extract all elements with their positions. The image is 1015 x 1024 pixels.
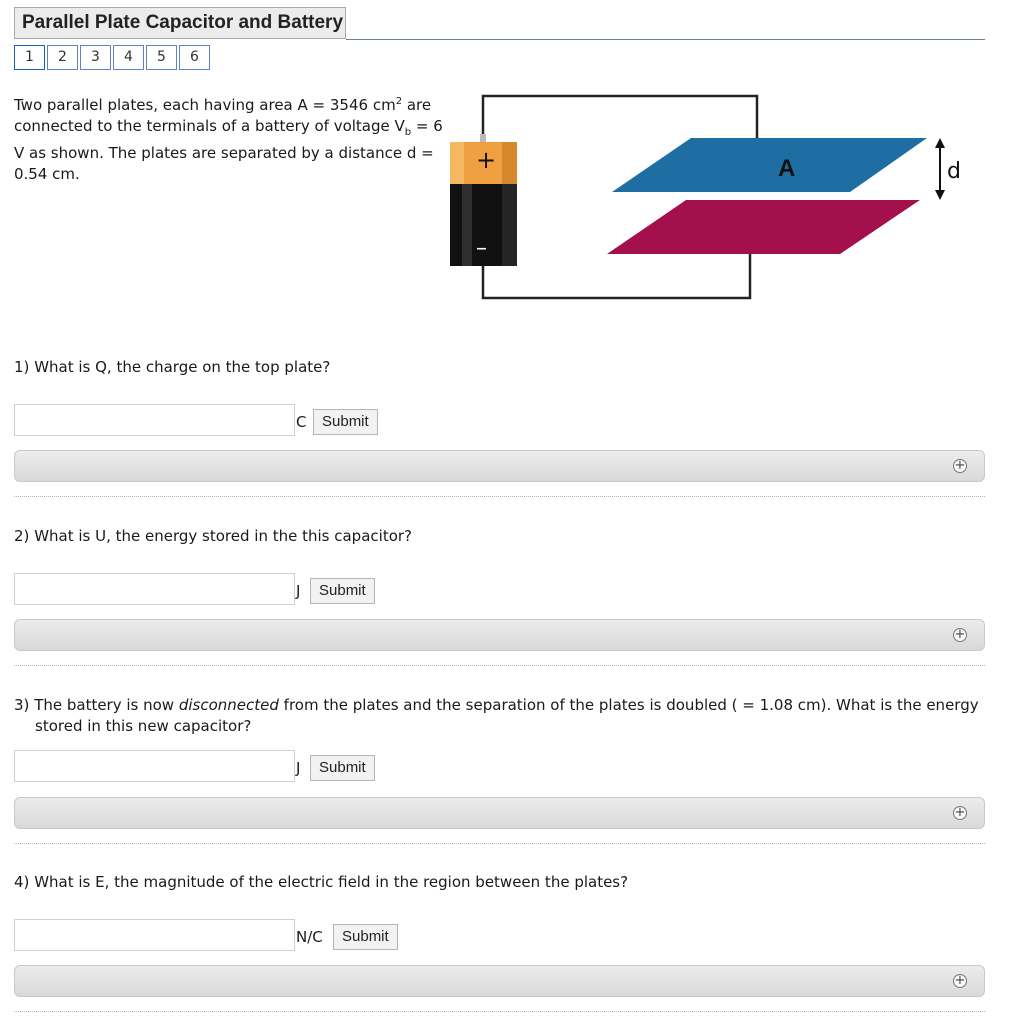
question-text: What is Q, the charge on the top plate? xyxy=(34,358,331,376)
area-value: 3546 xyxy=(329,96,369,114)
hint-bar-1[interactable] xyxy=(14,450,985,482)
separation-label: d xyxy=(947,159,961,184)
answer-input-4[interactable] xyxy=(14,919,295,951)
plus-icon[interactable]: + xyxy=(954,973,966,988)
battery-icon xyxy=(450,134,517,266)
question-1 xyxy=(14,357,330,378)
tab-4[interactable]: 4 xyxy=(113,45,144,70)
answer-input-1[interactable] xyxy=(14,404,295,436)
submit-button-1[interactable]: Submit xyxy=(313,409,378,435)
divider-2 xyxy=(14,665,985,666)
question-text: What is U, the energy stored in the this capacitor? xyxy=(34,527,412,545)
question-number: 4) xyxy=(14,873,30,891)
hint-bar-2[interactable] xyxy=(14,619,985,651)
divider-1 xyxy=(14,496,985,497)
plus-icon[interactable]: + xyxy=(954,458,966,473)
separation-arrow xyxy=(935,138,945,200)
plus-icon[interactable]: + xyxy=(954,805,966,820)
answer-input-2[interactable] xyxy=(14,573,295,605)
battery-minus-label: – xyxy=(476,236,487,261)
bottom-plate xyxy=(607,200,920,254)
tab-1[interactable]: 1 xyxy=(14,45,45,70)
question-number: 1) xyxy=(14,358,30,376)
submit-button-4[interactable]: Submit xyxy=(333,924,398,950)
question-text: The battery is now xyxy=(34,696,179,714)
submit-button-2[interactable]: Submit xyxy=(310,578,375,604)
top-plate xyxy=(612,138,927,192)
tab-3[interactable]: 3 xyxy=(80,45,111,70)
divider-3 xyxy=(14,843,985,844)
question-3 xyxy=(14,695,979,737)
battery-plus-label: + xyxy=(476,146,497,174)
unit-label-2: J xyxy=(296,582,301,600)
voltage-value: 6 xyxy=(433,117,443,135)
title-divider xyxy=(346,39,985,40)
question-text: from the plates and the separation of the plates is doubled ( = 1.08 cm). What is the energy stored in this new capacitor? xyxy=(35,696,979,735)
answer-input-3[interactable] xyxy=(14,750,295,782)
part-tabs xyxy=(14,45,212,70)
hint-bar-3[interactable] xyxy=(14,797,985,829)
page-title: Parallel Plate Capacitor and Battery xyxy=(14,7,346,39)
question-4 xyxy=(14,872,628,893)
unit-label-3: J xyxy=(296,759,301,777)
question-text: What is E, the magnitude of the electric field in the region between the plates? xyxy=(34,873,629,891)
problem-statement: Two parallel plates, each having area A = 3546 $cm^2$ are connected to the terminals of a battery of voltage $V_b = 6$ V as shown. The plates are separated by a distance d = 0.54 cm. xyxy=(14,96,443,183)
tab-5[interactable]: 5 xyxy=(146,45,177,70)
unit-label-4: N/C xyxy=(296,928,323,946)
unit-label-1: C xyxy=(296,413,307,431)
question-2 xyxy=(14,526,412,547)
tab-6[interactable]: 6 xyxy=(179,45,210,70)
tab-2[interactable]: 2 xyxy=(47,45,78,70)
distance-value: 0.54 xyxy=(14,165,48,183)
capacitor-diagram xyxy=(440,88,980,308)
plate-area-label: A xyxy=(778,155,796,182)
divider-4 xyxy=(14,1011,985,1012)
hint-bar-4[interactable] xyxy=(14,965,985,997)
question-number: 2) xyxy=(14,527,30,545)
question-number: 3) xyxy=(14,696,30,714)
submit-button-3[interactable]: Submit xyxy=(310,755,375,781)
question-text-emphasis: disconnected xyxy=(178,696,279,714)
plus-icon[interactable]: + xyxy=(954,627,966,642)
